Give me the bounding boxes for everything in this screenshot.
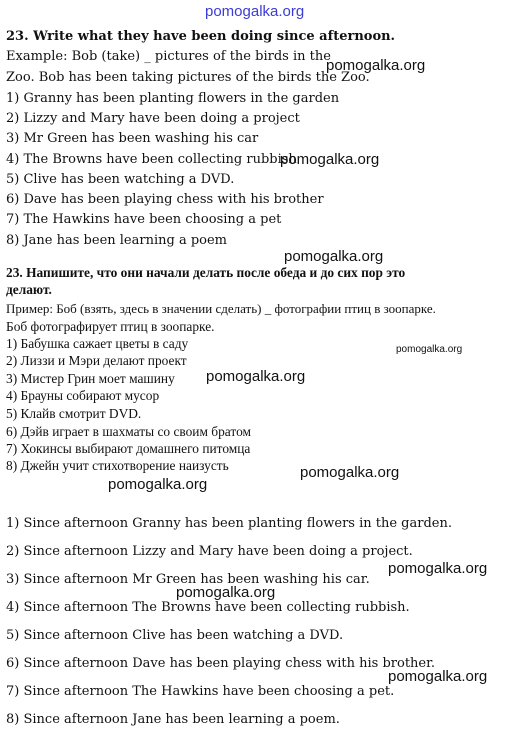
list-item: 8) Jane has been learning a poem bbox=[6, 233, 227, 248]
list-item: 7) Хокинсы выбирают домашнего питомца bbox=[6, 441, 251, 456]
list-item: 8) Джейн учит стихотворение наизусть bbox=[6, 458, 229, 473]
answer-line: 5) Since afternoon Clive has been watching a DVD. bbox=[6, 628, 344, 643]
watermark: pomogalka.org bbox=[326, 57, 426, 74]
example-line: Боб фотографирует птиц в зоопарке. bbox=[6, 319, 215, 334]
example-line: Пример: Боб (взять, здесь в значении сделать) _ фотографии птиц в зоопарке. bbox=[6, 301, 436, 316]
watermark: pomogalka.org bbox=[176, 584, 276, 601]
answer-line: 3) Since afternoon Mr Green has been washing his car. bbox=[6, 572, 370, 587]
list-item: 1) Granny has been planting flowers in the garden bbox=[6, 91, 340, 106]
list-item: 2) Лиззи и Мэри делают проект bbox=[6, 353, 187, 368]
watermark-top: pomogalka.org bbox=[205, 3, 305, 20]
exercise-heading-ru: делают. bbox=[6, 282, 52, 297]
list-item: 4) The Browns have been collecting rubbish bbox=[6, 152, 297, 167]
example-line: Zoo. Bob has been taking pictures of the birds the Zoo. bbox=[6, 70, 370, 85]
answer-line: 4) Since afternoon The Browns have been collecting rubbish. bbox=[6, 600, 410, 615]
watermark: pomogalka.org bbox=[388, 668, 488, 685]
list-item: 4) Брауны собирают мусор bbox=[6, 388, 160, 403]
answer-line: 1) Since afternoon Granny has been planting flowers in the garden. bbox=[6, 516, 452, 531]
list-item: 7) The Hawkins have been choosing a pet bbox=[6, 212, 282, 227]
watermark-small: pomogalka.org bbox=[396, 344, 463, 355]
answer-line: 7) Since afternoon The Hawkins have been choosing a pet. bbox=[6, 684, 395, 699]
list-item: 6) Dave has been playing chess with his brother bbox=[6, 192, 324, 207]
watermark: pomogalka.org bbox=[284, 248, 384, 265]
list-item: 5) Clive has been watching a DVD. bbox=[6, 172, 235, 187]
exercise-heading-ru: 23. Напишите, что они начали делать после обеда и до сих пор это bbox=[6, 265, 406, 280]
list-item: 3) Мистер Грин моет машину bbox=[6, 371, 175, 386]
watermark: pomogalka.org bbox=[206, 368, 306, 385]
example-line: Example: Bob (take) _ pictures of the birds in the bbox=[6, 49, 331, 64]
answer-line: 6) Since afternoon Dave has been playing chess with his brother. bbox=[6, 656, 436, 671]
list-item: 1) Бабушка сажает цветы в саду bbox=[6, 336, 189, 351]
watermark: pomogalka.org bbox=[388, 560, 488, 577]
exercise-heading-en: 23. Write what they have been doing since afternoon. bbox=[6, 29, 396, 44]
list-item: 6) Дэйв играет в шахматы со своим братом bbox=[6, 424, 251, 439]
list-item: 2) Lizzy and Mary have been doing a project bbox=[6, 111, 300, 126]
answer-line: 2) Since afternoon Lizzy and Mary have been doing a project. bbox=[6, 544, 413, 559]
watermark: pomogalka.org bbox=[300, 464, 400, 481]
list-item: 5) Клайв смотрит DVD. bbox=[6, 406, 142, 421]
watermark: pomogalka.org bbox=[108, 476, 208, 493]
watermark: pomogalka.org bbox=[280, 151, 380, 168]
list-item: 3) Mr Green has been washing his car bbox=[6, 131, 259, 146]
answer-line: 8) Since afternoon Jane has been learning a poem. bbox=[6, 712, 340, 727]
